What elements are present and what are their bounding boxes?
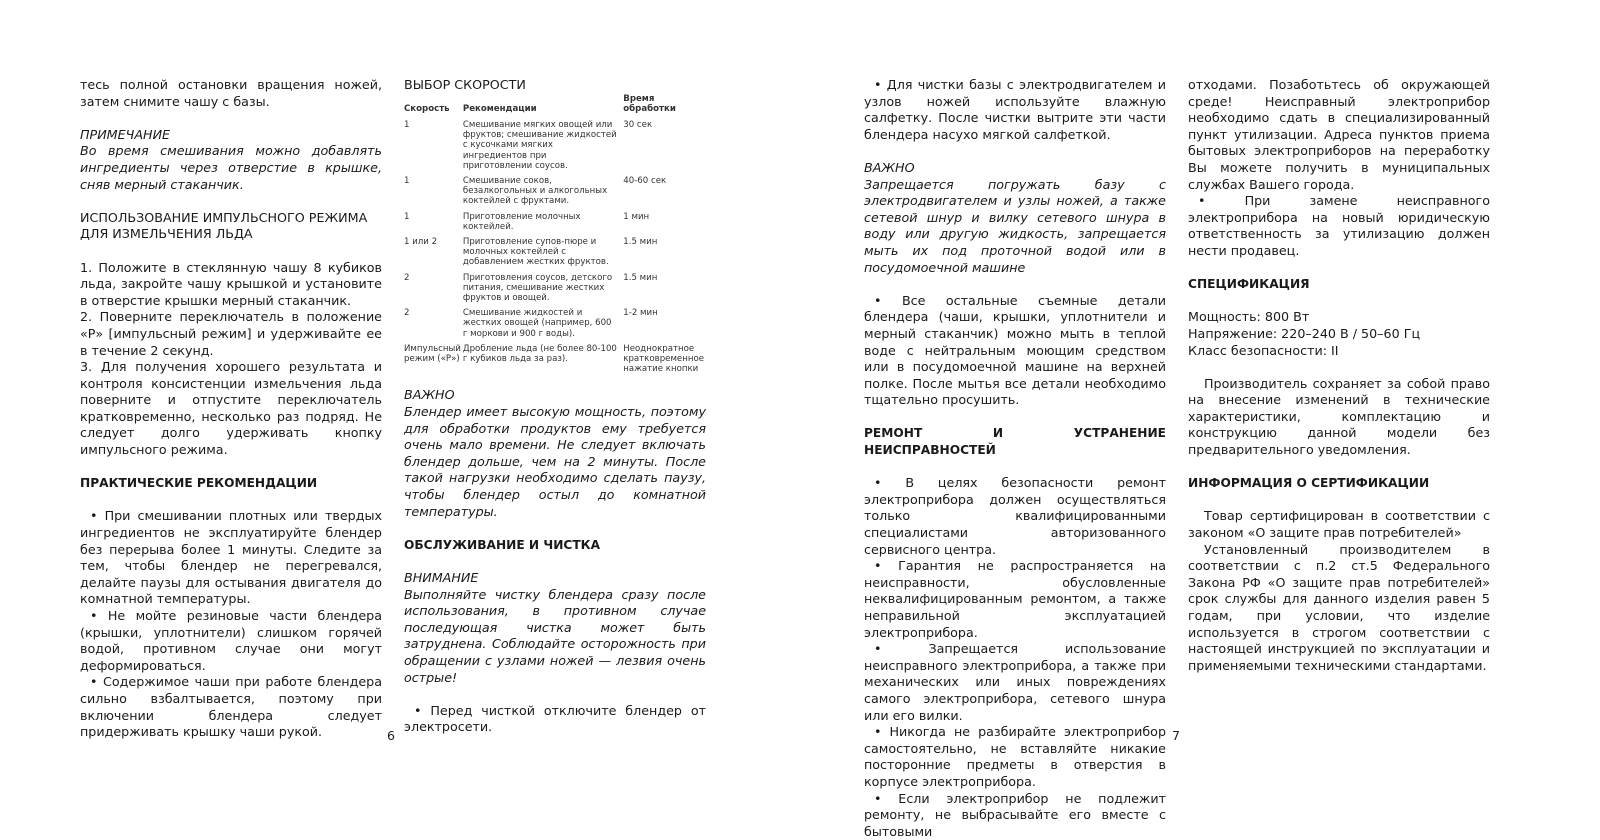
speed-table [404, 94, 706, 380]
speed-table-header-row [404, 94, 706, 120]
time-cell: 1 мин [623, 211, 650, 222]
table-row [404, 120, 706, 176]
tip-3: • Содержимое чаши при работе блендера сильно взбалтывается, поэтому при включении блендера следует придерживать крышку чаши рукой. [80, 674, 382, 740]
important-label: ВАЖНО [404, 387, 455, 403]
paragraph-continued: отходами. Позаботьтесь об окружающей среде! Неисправный электроприбор необходимо сдать в специализированный пункт утилизации. Адреса пунктов приема бытовых электроприборов на переработку Вы можете получить в муниципальных службах Вашего города. [1188, 77, 1490, 192]
right-page-column-1 [864, 77, 1166, 840]
cleaning-step: • Все остальные съемные детали блендера (чаши, крышки, уплотнители и мерный стаканчик) можно мыть в теплой воде с нейтральным моющим средством или в посудомоечной машине на верхней полке. После мытья все детали необходимо тщательно просушить. [864, 292, 1166, 408]
care-heading: ОБСЛУЖИВАНИЕ И ЧИСТКА [404, 537, 601, 552]
left-page-column-1 [80, 77, 382, 741]
repair-item: • Если электроприбор не подлежит ремонту, не выбрасывайте его вместе с бытовыми [864, 790, 1166, 839]
pulse-step-3: 3. Для получения хорошего результата и контроля консистенции измельчения льда поверните и отпустите переключатель кратковременно, несколько раз подряд. Не следует долго удерживать кнопку импульсного режима. [80, 359, 382, 458]
table-row [404, 237, 706, 273]
speed-cell: 1 [404, 120, 410, 130]
table-row [404, 273, 706, 309]
time-cell: 1.5 мин [623, 272, 658, 283]
replacement-note: • При замене неисправного электроприбора на новый юридическую ответственность за утилизацию должен нести продавец. [1188, 193, 1490, 258]
cleaning-step: • Для чистки базы с электродвигателем и узлов ножей используйте влажную салфетку. После чистки вытрите эти части блендера насухо мягкой салфеткой. [864, 77, 1166, 142]
speed-table-header: Рекомендации [462, 103, 537, 114]
spec-voltage: Напряжение: 220–240 В / 50–60 Гц [1188, 325, 1421, 341]
left-page-column-2 [404, 77, 706, 736]
time-cell: Неоднократное кратковременное нажатие кнопки [623, 343, 704, 375]
attention-label: ВНИМАНИЕ [404, 570, 479, 585]
speed-cell: 2 [404, 308, 410, 319]
repair-item: • Запрещается использование неисправного электроприбора, а также при механических или иных повреждениях самого электроприбора, сетевого шнура или его вилки. [864, 641, 1166, 723]
tips-heading: ПРАКТИЧЕСКИЕ РЕКОМЕНДАЦИИ [80, 476, 318, 491]
time-cell: 1-2 мин [623, 308, 658, 319]
time-cell: 30 сек [623, 120, 653, 130]
note-text: Во время смешивания можно добавлять ингредиенты через отверстие в крышке, сняв мерный стаканчик. [80, 143, 382, 192]
repair-item: • В целях безопасности ремонт электроприбора должен осуществляться только квалифицированными специалистами авторизованного сервисного центра. [864, 475, 1166, 557]
important-text: Блендер имеет высокую мощность, поэтому для обработки продуктов ему требуется очень мало времени. Не следует включать блендер дольше, чем на 2 минуты. После такой нагрузки необходимо сделать паузу, чтобы блендер остыл до комнатной температуры. [404, 404, 706, 519]
speed-cell: 1 или 2 [404, 237, 438, 248]
tip-2: • Не мойте резиновые части блендера (крышки, уплотнители) слишком горячей водой, противном случае они могут деформироваться. [80, 608, 382, 673]
tip-1: • При смешивании плотных или твердых ингредиентов не эксплуатируйте блендер без перерыва более 1 минуты. Следите за тем, чтобы блендер не перегревался, делайте паузы для остывания двигателя до комнатной температуры. [80, 508, 382, 607]
table-row [404, 176, 706, 212]
service-life-text: Установленный производителем в соответствии с п.2 ст.5 Федерального Закона РФ «О защите прав потребителей» срок службы для данного изделия равен 5 годам, при условии, что изделие используется в строгом соответствии с настоящей инструкцией по эксплуатации и применяемыми техническими стандартами. [1188, 541, 1490, 673]
speed-table-header: Время обработки [623, 93, 676, 114]
speed-cell: 2 [404, 272, 410, 283]
speed-heading: ВЫБОР СКОРОСТИ [404, 77, 526, 92]
pulse-step-1: 1. Положите в стеклянную чашу 8 кубиков льда, закройте чашу крышкой и установите в отверстие крышки мерный стаканчик. [80, 259, 382, 308]
speed-cell: Импульсный режим («P») [404, 343, 461, 365]
spec-power: Мощность: 800 Вт [1188, 309, 1310, 325]
paragraph-continued: тесь полной остановки вращения ножей, затем снимите чашу с базы. [80, 77, 382, 109]
pulse-step-2: 2. Поверните переключатель в положение «P» [импульсный режим] и удерживайте ее в течение 2 секунд. [80, 309, 382, 358]
manufacturer-note: Производитель сохраняет за собой право на внесение изменений в технические характеристики, комплектацию и конструкцию данной модели без предварительного уведомления. [1188, 375, 1490, 458]
speed-cell: 1 [404, 176, 410, 187]
recommendation-cell: Приготовление молочных коктейлей. [462, 211, 581, 232]
spec-class: Класс безопасности: II [1188, 342, 1339, 358]
note-label: ПРИМЕЧАНИЕ [80, 126, 171, 142]
page-number-left: 6 [387, 728, 395, 743]
table-row [404, 212, 706, 237]
table-row [404, 308, 706, 344]
spec-heading: СПЕЦИФИКАЦИЯ [1188, 277, 1310, 292]
certification-text: Товар сертифицирован в соответствии с законом «О защите прав потребителей» [1188, 508, 1490, 541]
time-cell: 40-60 сек [623, 176, 667, 187]
care-step-1: • Перед чисткой отключите блендер от электросети. [404, 702, 706, 735]
recommendation-cell: Дробление льда (не более 80-100 г кубиков льда за раз). [462, 343, 617, 365]
pulse-mode-heading: ИСПОЛЬЗОВАНИЕ ИМПУЛЬСНОГО РЕЖИМА ДЛЯ ИЗМЕЛЬЧЕНИЯ ЛЬДА [80, 209, 368, 242]
recommendation-cell: Смешивание соков, безалкогольных и алкогольных коктейлей с фруктами. [462, 176, 608, 207]
important-label: ВАЖНО [864, 159, 915, 175]
recommendation-cell: Смешивание мягких овощей или фруктов; смешивание жидкостей с кусочками мягких ингредиентов при приготовлении соусов. [462, 120, 617, 171]
certification-heading: ИНФОРМАЦИЯ О СЕРТИФИКАЦИИ [1188, 476, 1430, 491]
speed-table-header: Скорость [404, 103, 450, 114]
table-row [404, 344, 706, 380]
attention-text: Выполняйте чистку блендера сразу после использования, в противном случае последующая чистка может быть затруднена. Соблюдайте осторожность при обращении с узлами ножей — лезвия очень острые! [404, 586, 706, 685]
important-text: Запрещается погружать базу с электродвигателем и узлы ножей, а также сетевой шнур и вилку сетевого шнура в воду или другую жидкость, запрещается мыть их под проточной водой или в посудомоечной машине [864, 176, 1166, 275]
repair-heading: РЕМОНТ И УСТРАНЕНИЕ НЕИСПРАВНОСТЕЙ [864, 426, 1166, 458]
page-number-right: 7 [1172, 728, 1180, 743]
recommendation-cell: Приготовление супов-пюре и молочных коктейлей с добавлением жестких фруктов. [462, 237, 609, 268]
time-cell: 1.5 мин [623, 237, 658, 248]
recommendation-cell: Смешивание жидкостей и жестких овощей (например, 600 г моркови и 900 г воды). [462, 308, 612, 339]
repair-item: • Никогда не разбирайте электроприбор самостоятельно, не вставляйте никакие посторонние предметы в отверстия в корпусе электроприбора. [864, 724, 1166, 789]
right-page-column-2 [1188, 77, 1490, 674]
speed-cell: 1 [404, 211, 410, 222]
recommendation-cell: Приготовления соусов, детского питания, смешивание жестких фруктов и овощей. [462, 272, 613, 304]
repair-item: • Гарантия не распространяется на неисправности, обусловленные неквалифицированным ремонтом, а также неправильной эксплуатацией электроприбора. [864, 558, 1166, 640]
